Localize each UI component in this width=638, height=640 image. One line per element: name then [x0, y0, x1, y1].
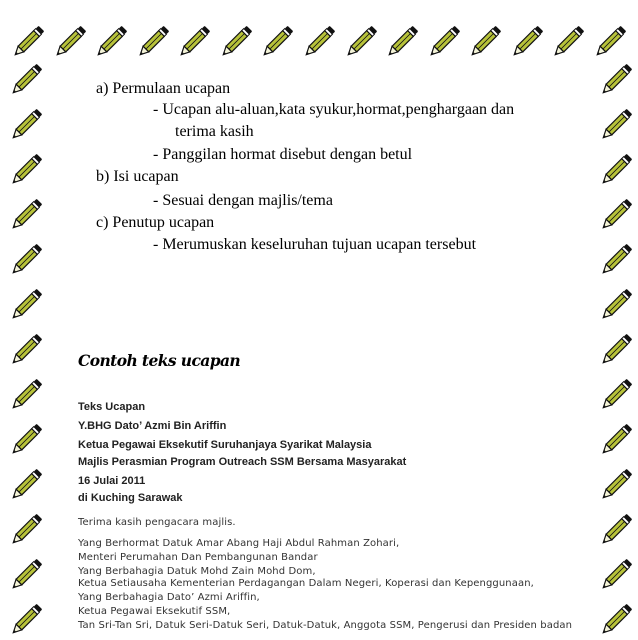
outline-opening-point: - Ucapan alu-aluan,kata syukur,hormat,penghargaan dan: [153, 101, 515, 118]
speech-body-line: Yang Berhormat Datuk Amar Abang Haji Abdul Rahman Zohari,: [78, 538, 400, 549]
outline-opening-label: a) Permulaan ucapan: [96, 80, 231, 97]
outline-closing-label: c) Penutup ucapan: [96, 214, 215, 231]
speech-info-line: Majlis Perasmian Program Outreach SSM Bersama Masyarakat: [78, 456, 407, 468]
outline-content-label: b) Isi ucapan: [96, 168, 179, 185]
speech-body-line: Menteri Perumahan Dan Pembangunan Bandar: [78, 552, 318, 563]
speech-body-line: Yang Berbahagia Datuk Mohd Zain Mohd Dom,: [78, 566, 316, 577]
speech-body-line: Ketua Pegawai Eksekutif SSM,: [78, 606, 231, 617]
speech-info-line: Ketua Pegawai Eksekutif Suruhanjaya Syarikat Malaysia: [78, 439, 372, 451]
speech-info-line: di Kuching Sarawak: [78, 492, 183, 504]
speech-info-line: 16 Julai 2011: [78, 475, 146, 487]
speech-body-line: Yang Berbahagia Dato’ Azmi Ariffin,: [78, 592, 260, 603]
speech-info-line: Y.BHG Dato’ Azmi Bin Ariffin: [78, 420, 227, 432]
outline-closing-point: - Merumuskan keseluruhan tujuan ucapan tersebut: [153, 236, 477, 253]
outline-content-point: - Sesuai dengan majlis/tema: [153, 192, 333, 209]
outline-opening-point: - Panggilan hormat disebut dengan betul: [153, 146, 413, 163]
outline-opening-point-continued: terima kasih: [175, 123, 254, 140]
speech-body-line: Terima kasih pengacara majlis.: [78, 517, 236, 528]
speech-body-line: Ketua Setiausaha Kementerian Perdagangan Dalam Negeri, Koperasi dan Kepenggunaan,: [78, 578, 534, 589]
speech-body-line: Tan Sri-Tan Sri, Datuk Seri-Datuk Seri, Datuk-Datuk, Anggota SSM, Pengerusi dan Presiden badan: [78, 620, 573, 631]
example-title: Contoh teks ucapan: [78, 351, 241, 370]
speech-info-line: Teks Ucapan: [78, 401, 146, 413]
